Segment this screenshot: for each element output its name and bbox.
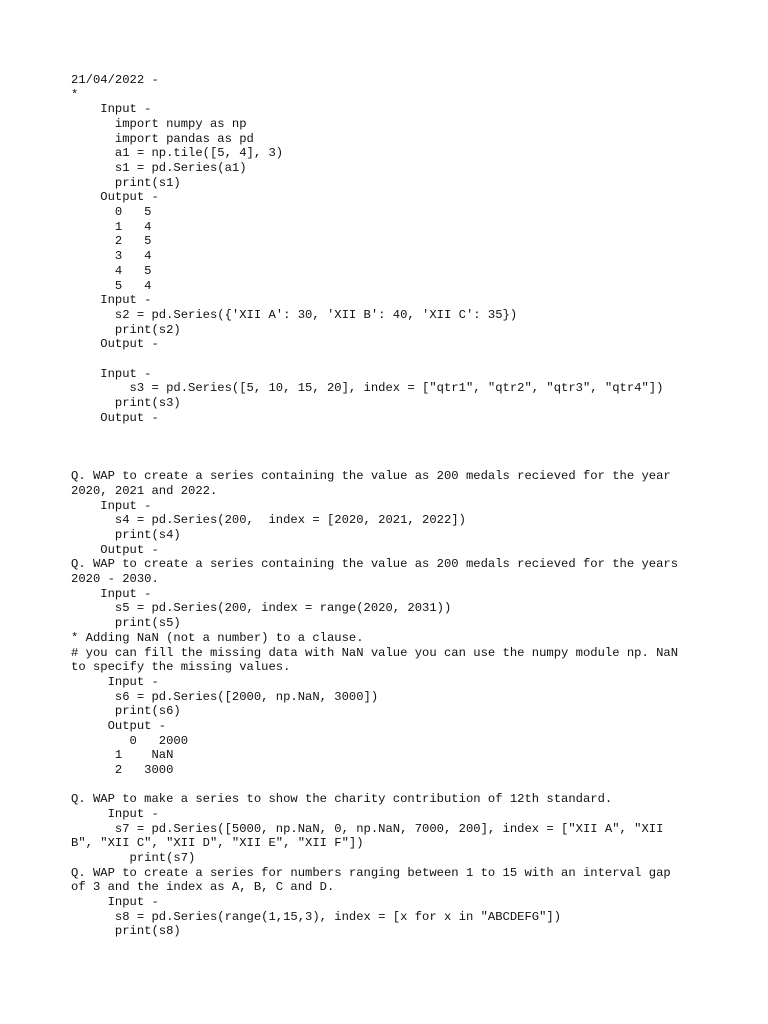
text-line: Q. WAP to create a series containing the value as 200 medals recieved for the years (71, 557, 679, 572)
text-line: 5 4 (71, 278, 152, 293)
text-line: 0 5 (71, 205, 152, 220)
text-line: 2 5 (71, 234, 152, 249)
text-line: Q. WAP to create a series for numbers ranging between 1 to 15 with an interval gap (71, 865, 671, 880)
text-line: 2020 - 2030. (71, 572, 159, 587)
text-line: to specify the missing values. (71, 660, 291, 675)
text-line: Output - (71, 190, 159, 205)
text-line: print(s3) (71, 395, 181, 410)
text-line: Output - (71, 410, 159, 425)
text-line: 1 NaN (71, 748, 174, 763)
text-line: s8 = pd.Series(range(1,15,3), index = [x for x in "ABCDEFG"]) (71, 909, 562, 924)
text-line: s2 = pd.Series({'XII A': 30, 'XII B': 40, 'XII C': 35}) (71, 307, 518, 322)
text-line: print(s8) (71, 924, 181, 939)
text-line: s7 = pd.Series([5000, np.NaN, 0, np.NaN, 7000, 200], index = ["XII A", "XII (71, 821, 664, 836)
text-line: s3 = pd.Series([5, 10, 15, 20], index = ["qtr1", "qtr2", "qtr3", "qtr4"]) (71, 381, 664, 396)
text-line: s6 = pd.Series([2000, np.NaN, 3000]) (71, 689, 379, 704)
text-line: print(s5) (71, 616, 181, 631)
text-line: 21/04/2022 - (71, 73, 159, 87)
text-line: Output - (71, 542, 159, 557)
text-line: # you can fill the missing data with NaN value you can use the numpy module np. NaN (71, 645, 679, 660)
text-line: * Adding NaN (not a number) to a clause. (71, 630, 364, 645)
text-line: B", "XII C", "XII D", "XII E", "XII F"]) (71, 836, 364, 851)
text-line: print(s1) (71, 175, 181, 190)
text-line: Input - (71, 366, 152, 381)
text-line: Input - (71, 498, 152, 513)
text-line: 0 2000 (71, 733, 189, 748)
text-line: print(s7) (71, 851, 196, 866)
text-line: import numpy as np (71, 117, 247, 132)
text-line: Input - (71, 807, 159, 821)
text-line: s1 = pd.Series(a1) (71, 161, 247, 176)
text-line: of 3 and the index as A, B, C and D. (71, 880, 335, 895)
text-line: Input - (71, 102, 152, 117)
text-line: Output - (71, 718, 167, 733)
text-line: 2020, 2021 and 2022. (71, 484, 218, 499)
text-line: import pandas as pd (71, 131, 254, 146)
text-line: Input - (71, 586, 152, 601)
text-line: 1 4 (71, 219, 152, 234)
text-line: Q. WAP to create a series containing the value as 200 medals recieved for the year (71, 469, 671, 484)
text-line: Input - (71, 895, 159, 910)
text-line: s4 = pd.Series(200, index = [2020, 2021, 2022]) (71, 513, 466, 528)
text-line: Input - (71, 674, 159, 689)
text-line: Output - (71, 337, 159, 352)
text-line: 4 5 (71, 263, 152, 278)
text-line: Input - (71, 293, 152, 308)
text-line: s5 = pd.Series(200, index = range(2020, 2031)) (71, 601, 452, 616)
text-line: print(s6) (71, 704, 181, 719)
text-line: * (71, 87, 79, 102)
text-line: a1 = np.tile([5, 4], 3) (71, 146, 284, 161)
text-line: print(s2) (71, 322, 181, 337)
text-line: 2 3000 (71, 762, 174, 777)
text-line: print(s4) (71, 528, 181, 543)
text-line: Q. WAP to make a series to show the charity contribution of 12th standard. (71, 792, 613, 807)
text-line: 3 4 (71, 249, 152, 264)
